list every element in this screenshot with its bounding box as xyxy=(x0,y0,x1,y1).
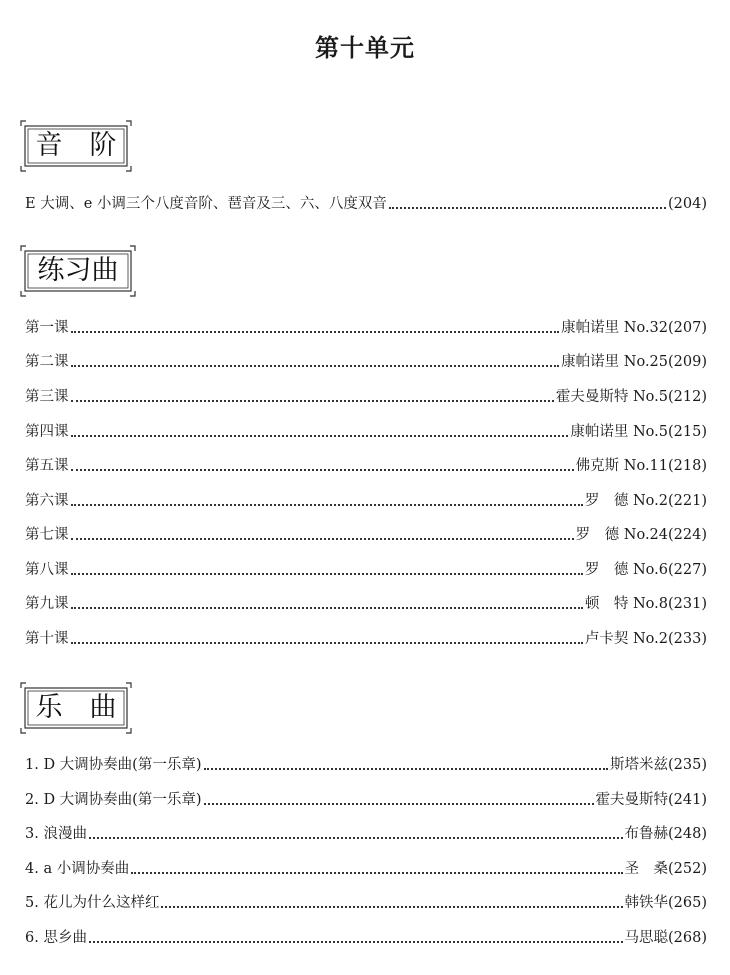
entry-page: 罗 德 No.24(224) xyxy=(575,527,707,543)
section-header-scales xyxy=(20,120,132,172)
dot-leader xyxy=(71,504,583,506)
toc-entry xyxy=(25,452,707,476)
entry-title: 第三课 xyxy=(25,389,69,405)
entry-page: 罗 德 No.6(227) xyxy=(584,562,707,578)
entry-page: 霍夫曼斯特 No.5(212) xyxy=(555,389,707,405)
entry-title: E 大调、e 小调三个八度音阶、琶音及三、六、八度双音 xyxy=(25,196,387,212)
entry-page: 顿 特 No.8(231) xyxy=(584,596,707,612)
toc-entry xyxy=(25,924,707,948)
dot-leader xyxy=(71,435,569,437)
section-header-pieces xyxy=(20,682,132,734)
section-header-etudes xyxy=(20,245,136,297)
section-heading: 音 阶 xyxy=(35,130,117,161)
entry-title: 第十课 xyxy=(25,631,69,647)
entry-title: 第五课 xyxy=(25,458,69,474)
entry-title: 第六课 xyxy=(25,493,69,509)
toc-entry xyxy=(25,820,707,844)
toc-entry xyxy=(25,348,707,372)
entry-page: 佛克斯 No.11(218) xyxy=(575,458,707,474)
dot-leader xyxy=(71,331,560,333)
dot-leader xyxy=(89,837,623,839)
entry-title: 第一课 xyxy=(25,320,69,336)
dot-leader xyxy=(71,573,583,575)
dot-leader xyxy=(71,642,583,644)
toc-entry xyxy=(25,889,707,913)
entry-page: 霍夫曼斯特(241) xyxy=(595,792,707,808)
toc-entry xyxy=(25,625,707,649)
section-heading: 乐 曲 xyxy=(35,692,117,723)
entry-title: 第九课 xyxy=(25,596,69,612)
toc-entry xyxy=(25,786,707,810)
entry-title: 6. 思乡曲 xyxy=(25,930,87,946)
dot-leader xyxy=(204,768,609,770)
toc-entry xyxy=(25,556,707,580)
entry-page: 斯塔米兹(235) xyxy=(610,757,707,773)
entry-page: 康帕诺里 No.25(209) xyxy=(561,354,707,370)
unit-title: 第十单元 xyxy=(315,34,415,62)
entry-title: 第七课 xyxy=(25,527,69,543)
entry-page: (204) xyxy=(668,196,707,212)
entry-title: 1. D 大调协奏曲(第一乐章) xyxy=(25,757,202,773)
entry-title: 第四课 xyxy=(25,424,69,440)
toc-entry xyxy=(25,314,707,338)
entry-page: 布鲁赫(248) xyxy=(624,826,707,842)
entry-page: 罗 德 No.2(221) xyxy=(584,493,707,509)
toc-entry xyxy=(25,418,707,442)
toc-entry xyxy=(25,190,707,214)
entry-title: 5. 花儿为什么这样红 xyxy=(25,895,160,911)
dot-leader xyxy=(71,400,554,402)
toc-entry xyxy=(25,751,707,775)
toc-entry xyxy=(25,855,707,879)
entry-page: 康帕诺里 No.5(215) xyxy=(570,424,707,440)
entry-title: 第八课 xyxy=(25,562,69,578)
entry-title: 2. D 大调协奏曲(第一乐章) xyxy=(25,792,202,808)
entry-page: 圣 桑(252) xyxy=(624,861,707,877)
toc-entry xyxy=(25,487,707,511)
dot-leader xyxy=(131,872,622,874)
dot-leader xyxy=(204,803,594,805)
dot-leader xyxy=(389,207,666,209)
dot-leader xyxy=(71,469,574,471)
toc-entry xyxy=(25,383,707,407)
entry-page: 卢卡契 No.2(233) xyxy=(584,631,707,647)
toc-entry xyxy=(25,521,707,545)
entry-page: 康帕诺里 No.32(207) xyxy=(561,320,707,336)
entry-title: 第二课 xyxy=(25,354,69,370)
section-heading: 练习曲 xyxy=(37,255,119,286)
dot-leader xyxy=(71,607,583,609)
entry-title: 3. 浪漫曲 xyxy=(25,826,87,842)
dot-leader xyxy=(71,365,560,367)
dot-leader xyxy=(161,906,622,908)
entry-page: 韩铁华(265) xyxy=(624,895,707,911)
dot-leader xyxy=(71,538,574,540)
dot-leader xyxy=(89,941,623,943)
toc-entry xyxy=(25,590,707,614)
entry-title: 4. a 小调协奏曲 xyxy=(25,861,130,877)
entry-page: 马思聪(268) xyxy=(624,930,707,946)
